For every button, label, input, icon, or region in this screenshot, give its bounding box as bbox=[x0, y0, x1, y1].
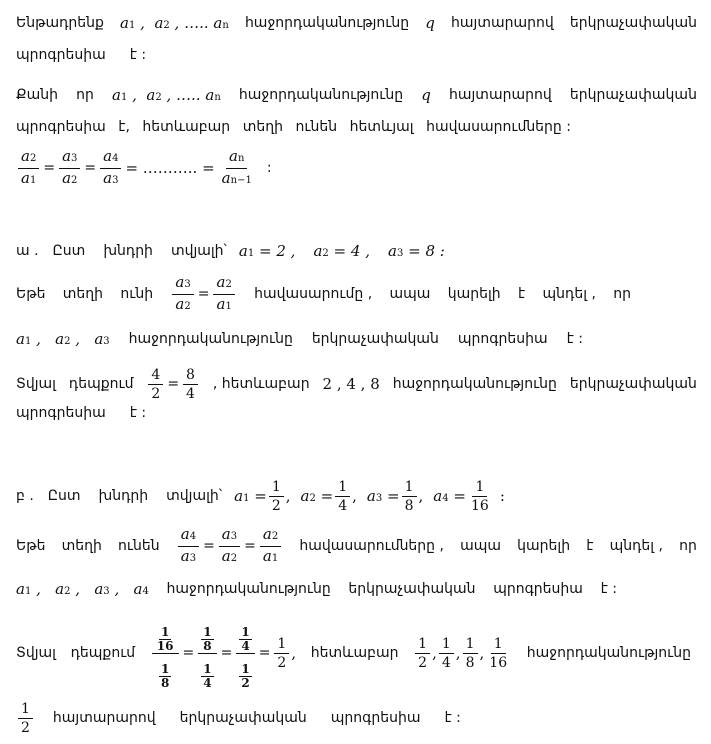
part-b-line-3 bbox=[16, 576, 617, 602]
intro-word: պրոգրեսիա bbox=[16, 47, 106, 63]
part-b-word: պրոգրեսիա bbox=[493, 581, 583, 597]
reason-word: հաջորդականությունը bbox=[238, 87, 404, 103]
ratio-equation-b: $\frac{a4}{a3}$ = $\frac{a3}{a2}$ = $\frac{a2}{a1}$ bbox=[176, 525, 283, 568]
reason-word: որ bbox=[76, 87, 94, 103]
fraction: $\frac{an}{an-1}$ bbox=[221, 146, 252, 187]
ratio-equation-a: $\frac{a3}{a2}$ = $\frac{a2}{a1}$ bbox=[170, 273, 236, 316]
part-b-word: կարելի bbox=[517, 538, 571, 554]
part-a-word: Տվյալ bbox=[16, 376, 56, 392]
reason-word: հավասարումները : bbox=[426, 119, 571, 135]
ratio-q: q bbox=[425, 14, 435, 32]
part-a-word: ունի bbox=[120, 286, 154, 302]
part-b-word: հայտարարով bbox=[52, 710, 156, 726]
part-b-word: դեպքում bbox=[70, 645, 136, 661]
part-a-word: տվյալի՝ bbox=[170, 243, 227, 259]
part-b-word: է bbox=[586, 538, 594, 554]
given-a2: a2 = 4 , bbox=[313, 242, 370, 260]
part-a-line-5 bbox=[16, 400, 697, 426]
intro-line-1 bbox=[16, 10, 697, 36]
part-a-word: հաջորդականությունը bbox=[392, 376, 557, 392]
part-a-word: դեպքում bbox=[68, 376, 134, 392]
part-b-line-5 bbox=[16, 696, 697, 740]
part-b-word: է : bbox=[444, 710, 461, 726]
ratio-numeric-a: $\frac{4}{2}$ = $\frac{8}{4}$ bbox=[146, 366, 200, 403]
reason-word: Քանի bbox=[16, 87, 58, 103]
given-b4: a4 = bbox=[433, 487, 466, 505]
part-a-word: երկրաչափական bbox=[311, 331, 439, 347]
part-a-word: հավասարումը , bbox=[254, 286, 373, 302]
part-a-word: կարելի bbox=[447, 286, 501, 302]
sequence-terms: a1 , a2 , ….. an bbox=[112, 86, 221, 104]
part-a-word: է bbox=[518, 286, 526, 302]
part-a-word: ապա bbox=[389, 286, 431, 302]
colon: : bbox=[266, 160, 272, 176]
part-b-word: Ըստ bbox=[47, 488, 81, 504]
part-a-word: որ bbox=[613, 286, 631, 302]
fraction: $\frac{a3}{a2}$ bbox=[59, 147, 80, 190]
part-b-word: Տվյալ bbox=[16, 645, 56, 661]
part-b-word: հետևաբար bbox=[310, 645, 399, 661]
ratio-half: $\frac{1}{2}$ bbox=[18, 700, 33, 737]
fraction: $\frac{a2}{a1}$ bbox=[18, 147, 39, 190]
part-a-word: երկրաչափական bbox=[569, 376, 697, 392]
intro-word: Ենթադրենք bbox=[16, 15, 104, 31]
part-b-word: ունեն bbox=[118, 538, 160, 554]
reason-word: է, bbox=[118, 119, 130, 135]
given-b2: a2 = bbox=[300, 487, 334, 505]
part-b-label: բ . bbox=[16, 488, 34, 504]
term-a1: a1 , a2 , ….. an bbox=[120, 14, 229, 32]
part-a-word: տեղի bbox=[62, 286, 104, 302]
reason-line-2 bbox=[16, 114, 571, 140]
part-b-word: երկրաչափական bbox=[348, 581, 476, 597]
sequence-values: 2 , 4 , 8 bbox=[322, 375, 380, 393]
part-b-word: տեղի bbox=[61, 538, 102, 554]
part-a-word: է : bbox=[129, 405, 147, 421]
reason-word: պրոգրեսիա bbox=[16, 119, 106, 135]
part-a-word: հաջորդականությունը bbox=[128, 331, 293, 347]
part-a-word: պրոգրեսիա bbox=[457, 331, 548, 347]
part-a-line-1 bbox=[16, 238, 697, 264]
ellipsis: = ……….. = bbox=[125, 159, 215, 177]
part-b-word: հաջորդականությունը bbox=[526, 645, 691, 661]
part-b-word: հաջորդականությունը bbox=[166, 581, 331, 597]
intro-word: երկրաչափական bbox=[569, 15, 697, 31]
reason-word: տեղի bbox=[242, 119, 283, 135]
part-b-line-1: բ . Ըստ խնդրի տվյալի՝ a1 = $\frac{1}{2}$ , a2 = $\frac{1}{4}$ , a3 = $\frac{1}{8}$ , a4 = $\frac{1}{16}$ : bbox=[16, 478, 505, 514]
reason-word: երկրաչափական bbox=[569, 87, 697, 103]
reason-word: հետևաբար bbox=[142, 119, 231, 135]
ratio-equation: $\frac{a2}{a1}$ = $\frac{a3}{a2}$ = $\frac{a4}{a3}$ = ……….. = $\frac{an}{an-1}$ : bbox=[16, 146, 697, 190]
part-b-word: պրոգրեսիա bbox=[330, 710, 421, 726]
part-a-word: Ըստ bbox=[52, 243, 86, 259]
given-a3: a3 = 8 : bbox=[387, 242, 445, 260]
intro-line-2 bbox=[16, 42, 697, 68]
part-a-word: խնդրի bbox=[103, 243, 153, 259]
part-a-label: ա . bbox=[16, 243, 39, 259]
intro-word: հայտարարով bbox=[451, 15, 554, 31]
part-b-word: խնդրի bbox=[98, 488, 149, 504]
intro-word: հաջորդականությունը bbox=[244, 15, 410, 31]
intro-word: է : bbox=[129, 47, 147, 63]
part-a-line-2 bbox=[16, 272, 631, 316]
ratio-numeric-b: $\frac{\frac{1}{16}}{\frac{1}{8}}$ = $\frac{\frac{1}{8}}{\frac{1}{4}}$ = $\frac{\frac{1}{4}}{\frac{1}{2}}$ = $\frac{1}{2}$ , bbox=[150, 617, 296, 690]
given-b3: a3 = bbox=[366, 487, 400, 505]
part-a-word: պրոգրեսիա bbox=[16, 405, 106, 421]
part-b-word: է : bbox=[600, 581, 617, 597]
terms-b: a1 , a2 , a3 , a4 bbox=[16, 580, 149, 598]
part-a-word: է : bbox=[566, 331, 583, 347]
part-b-word: հավասարումները , bbox=[299, 538, 444, 554]
reason-word: հայտարարով bbox=[449, 87, 552, 103]
given-b1: a1 = bbox=[234, 487, 267, 505]
part-b-word: պնդել , bbox=[609, 538, 663, 554]
fraction: $\frac{a4}{a3}$ bbox=[100, 147, 121, 190]
part-a-word: , հետևաբար bbox=[212, 376, 310, 392]
part-b-word: երկրաչափական bbox=[179, 710, 307, 726]
part-b-line-2 bbox=[16, 524, 697, 568]
part-a-line-3 bbox=[16, 326, 583, 352]
part-a-word: պնդել , bbox=[542, 286, 596, 302]
ratio-q: q bbox=[421, 86, 431, 104]
part-b-line-4 bbox=[16, 614, 691, 692]
part-b-word: ապա bbox=[460, 538, 502, 554]
part-a-word: Եթե bbox=[16, 286, 46, 302]
reason-word: ունեն bbox=[295, 119, 338, 135]
part-b-word: Եթե bbox=[16, 538, 46, 554]
reason-line-1 bbox=[16, 82, 697, 108]
terms-a: a1 , a2 , a3 bbox=[16, 330, 110, 348]
part-b-word: տվյալի՝ bbox=[166, 488, 223, 504]
reason-word: հետևյալ bbox=[349, 119, 414, 135]
part-b-word: որ bbox=[679, 538, 697, 554]
sequence-fractions: $\frac{1}{2}$ , $\frac{1}{4}$ , $\frac{1}{8}$ , $\frac{1}{16}$ bbox=[413, 635, 512, 672]
given-a1: a1 = 2 , bbox=[238, 242, 296, 260]
